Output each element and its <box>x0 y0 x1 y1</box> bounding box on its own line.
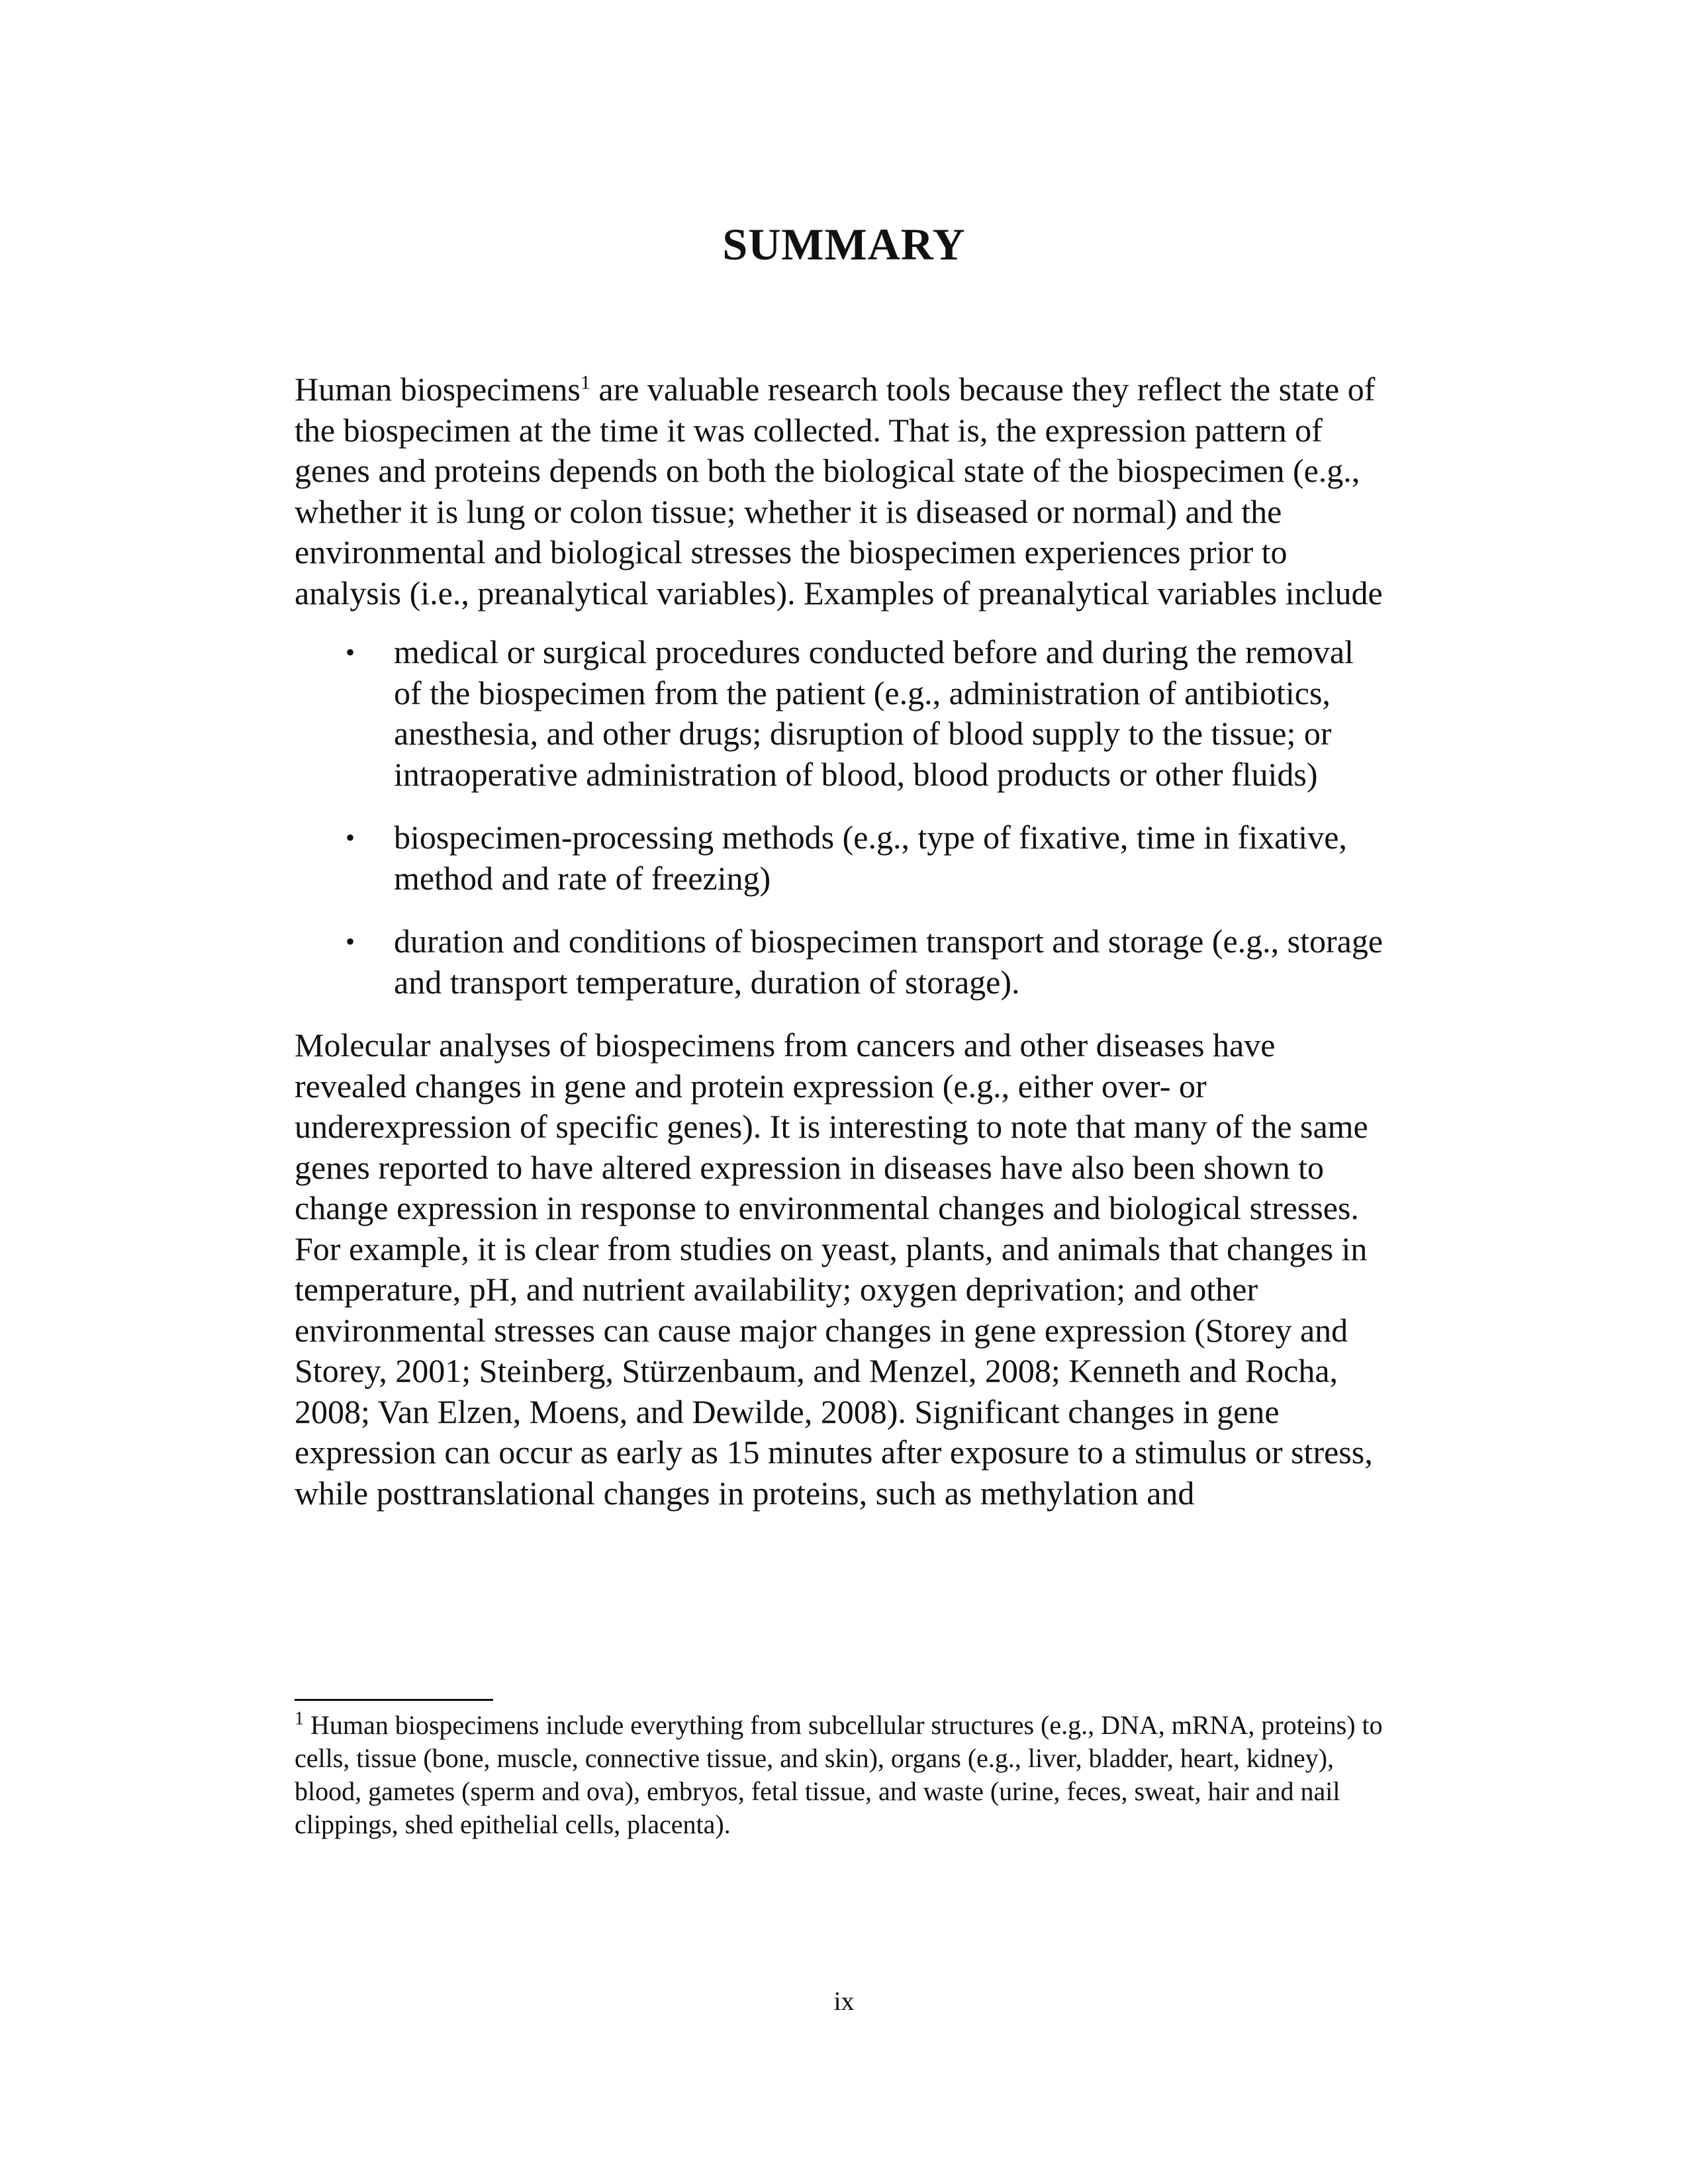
list-item <box>295 817 1387 899</box>
list-item <box>295 632 1387 795</box>
footnote-text: Human biospecimens include everything from subcellular structures (e.g., DNA, mRNA, proteins) to cells, tissue (bone, muscle, connective tissue, and skin), organs (e.g., liver, bladder, heart, kidney), blood, gametes (sperm and ova), embryos, fetal tissue, and waste (urine, feces, sweat, hair and nail clippings, shed epithelial cells, placenta). <box>295 1710 1383 1839</box>
footnote-reference[interactable]: 1 <box>580 371 590 394</box>
body-text <box>295 369 1387 1514</box>
list-item <box>295 921 1387 1003</box>
list-item-text: medical or surgical procedures conducted before and during the removal of the biospecimen from the patient (e.g., administration of antibiotics, anesthesia, and other drugs; disruption of blood supply to the tissue; or intraoperative administration of blood, blood products or other fluids) <box>394 633 1354 793</box>
preanalytical-variables-list <box>295 632 1387 1003</box>
intro-paragraph <box>295 369 1387 614</box>
intro-lead: Human biospecimens <box>295 371 581 408</box>
intro-rest: are valuable research tools because they reflect the state of the biospecimen at the time it was collected. That is, the expression pattern of genes and proteins depends on both the biological state of the biospecimen (e.g., whether it is lung or colon tissue; whether it is diseased or normal) and the environmental and biological stresses the biospecimen experiences prior to analysis (i.e., preanalytical variables). Examples of preanalytical variables include <box>295 371 1383 612</box>
page-number: ix <box>833 1986 855 2016</box>
molecular-analyses-paragraph: Molecular analyses of biospecimens from cancers and other diseases have revealed changes in gene and protein expression (e.g., either over- or underexpression of specific genes). It is interesting to note that many of the same genes reported to have altered expression in diseases have also been shown to change expression in response to environmental changes and biological stresses. For example, it is clear from studies on yeast, plants, and animals that changes in temperature, pH, and nutrient availability; oxygen deprivation; and other environmental stresses can cause major changes in gene expression (Storey and Storey, 2001; Steinberg, Stürzenbaum, and Menzel, 2008; Kenneth and Rocha, 2008; Van Elzen, Moens, and Dewilde, 2008). Significant changes in gene expression can occur as early as 15 minutes after exposure to a stimulus or stress, while posttranslational changes in proteins, such as methylation and <box>295 1026 1373 1512</box>
footnote-marker: 1 <box>295 1708 304 1729</box>
bullet-icon: • <box>346 927 355 956</box>
page-title: SUMMARY <box>722 219 966 269</box>
list-item-text: duration and conditions of biospecimen transport and storage (e.g., storage and transport temperature, duration of storage). <box>394 923 1383 1001</box>
footnote <box>295 1709 1387 1841</box>
list-item-text: biospecimen-processing methods (e.g., type of fixative, time in fixative, method and rate of freezing) <box>394 819 1347 897</box>
bullet-icon: • <box>346 637 355 667</box>
footnote-divider <box>295 1699 493 1701</box>
bullet-icon: • <box>346 823 355 852</box>
